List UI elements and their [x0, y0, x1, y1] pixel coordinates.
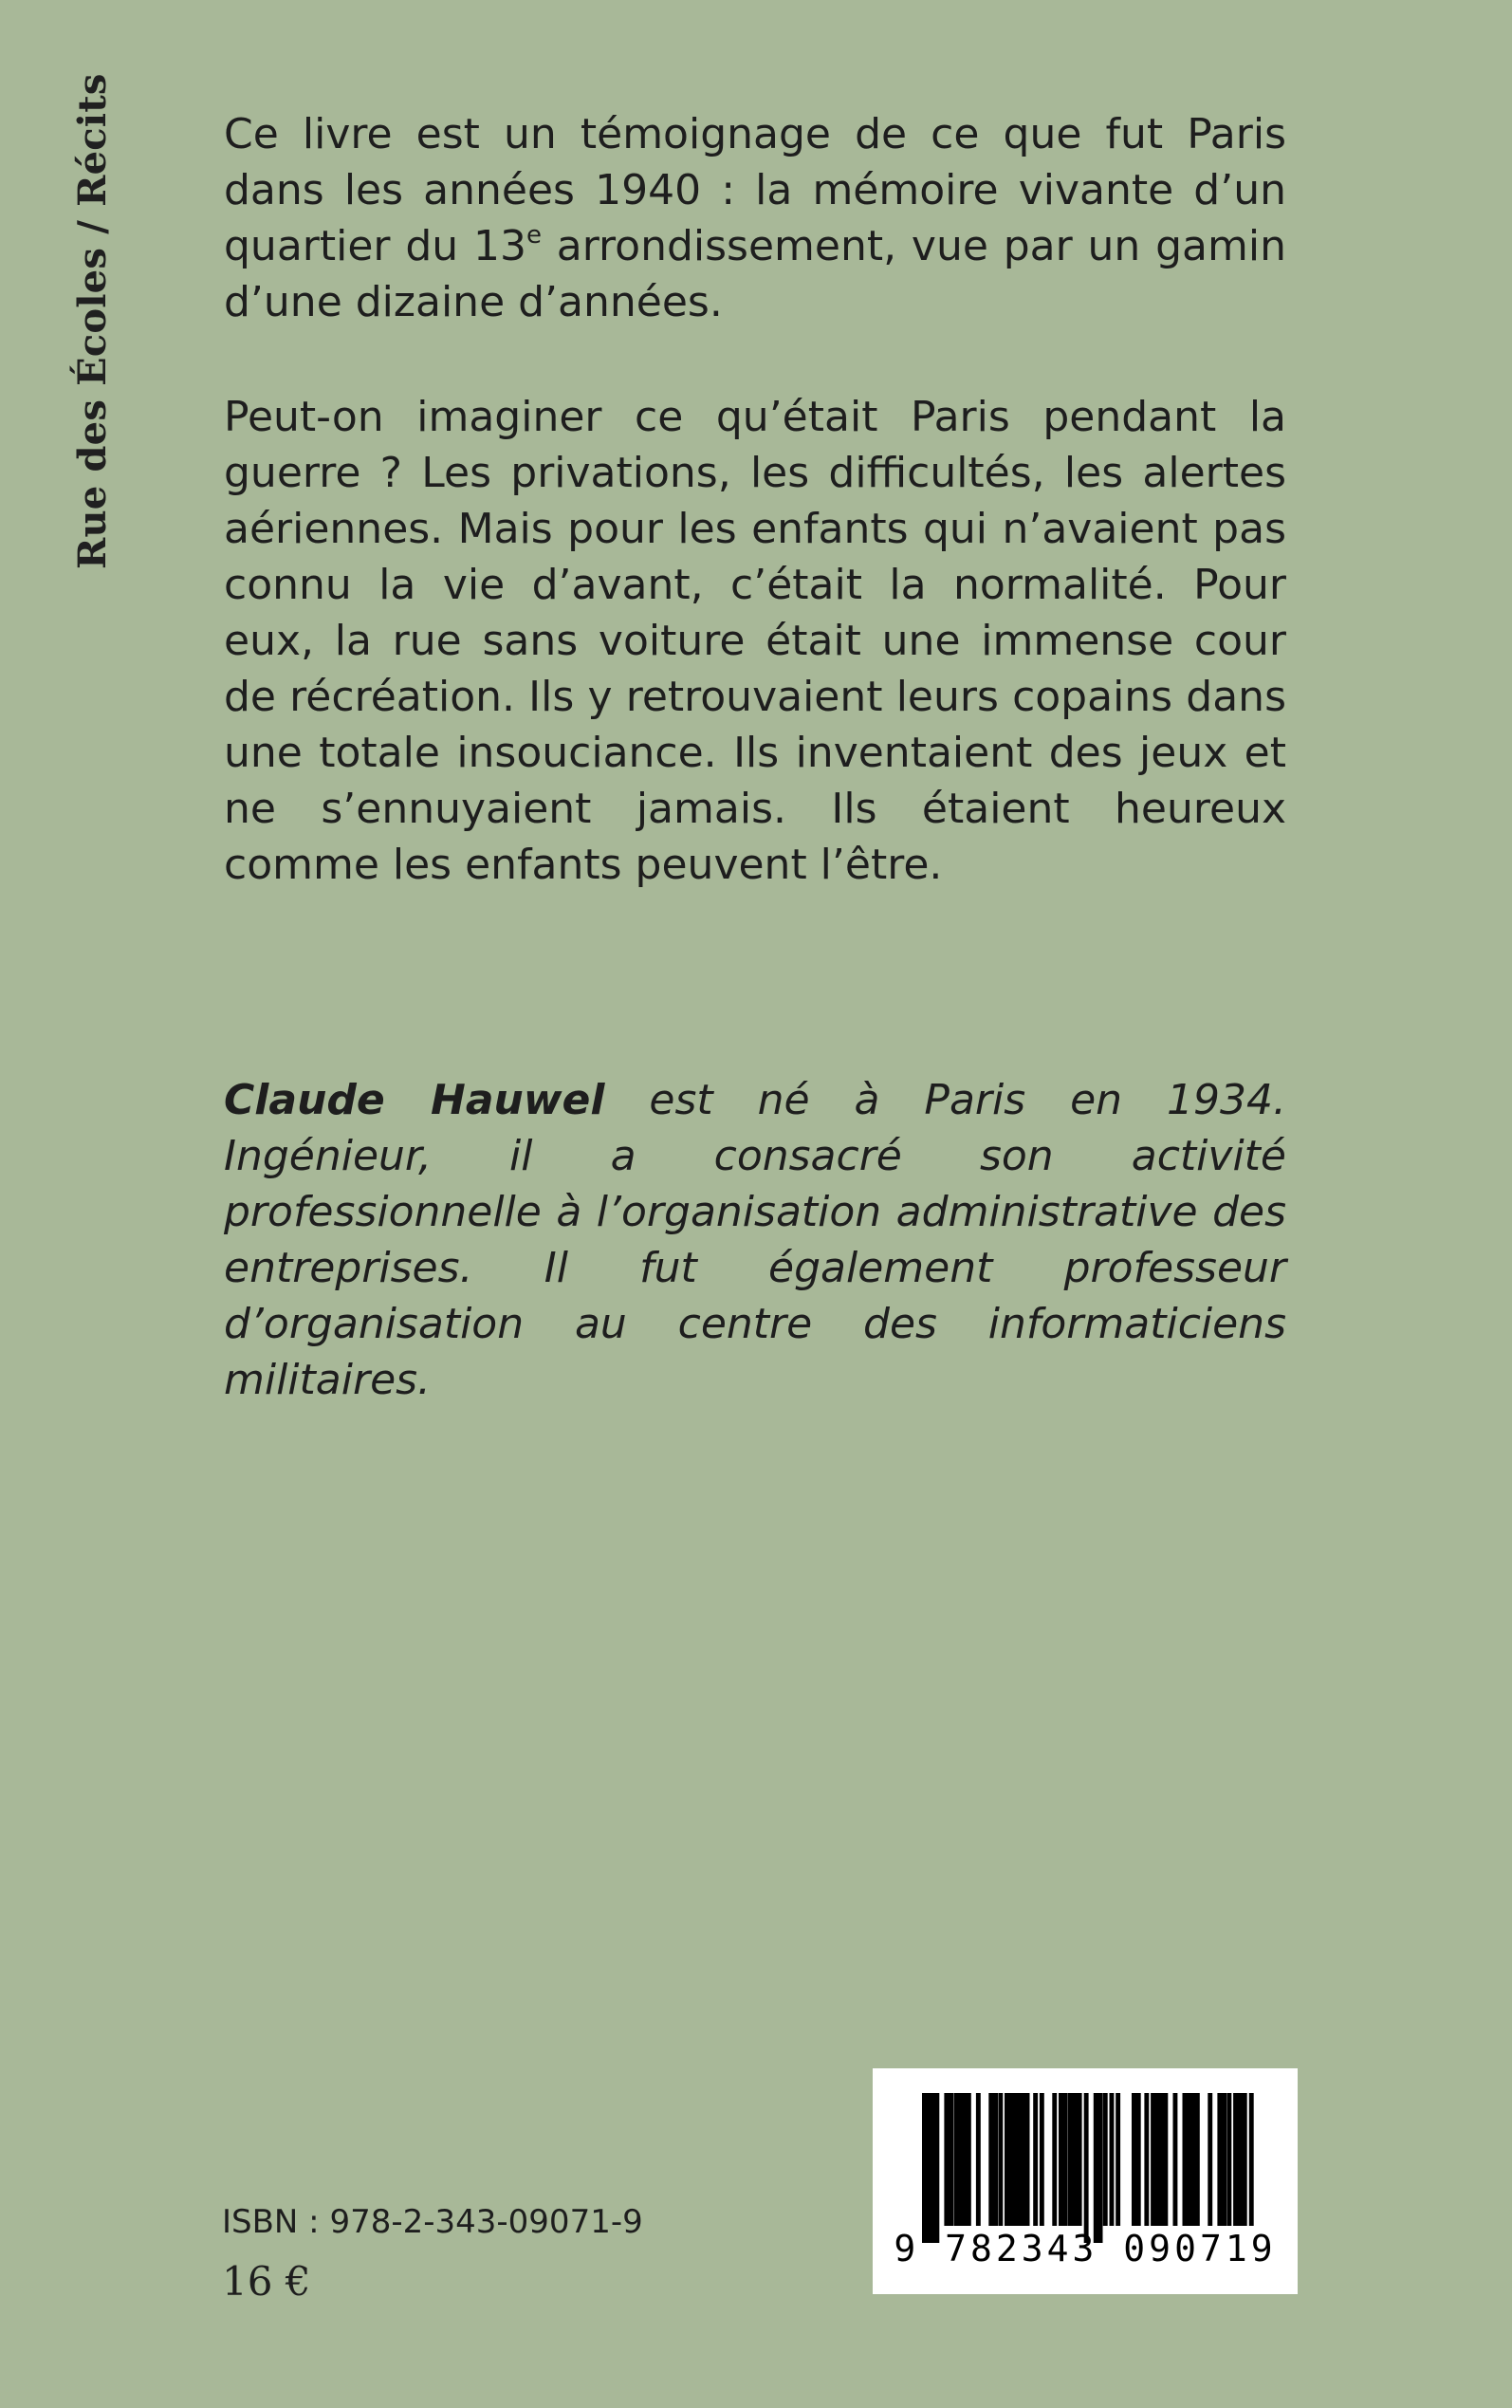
barcode-bar	[1021, 2093, 1030, 2226]
barcode-bar	[954, 2093, 968, 2226]
barcode-bar	[1233, 2093, 1247, 2226]
barcode-bar	[934, 2093, 939, 2243]
spine-title	[65, 73, 121, 569]
barcode-bar	[944, 2093, 953, 2226]
price: 16 €	[222, 2258, 311, 2305]
barcode-bar	[1033, 2093, 1038, 2226]
barcode-bar	[1005, 2093, 1023, 2226]
collection-name: Rue des Écoles	[70, 247, 115, 569]
barcode-bar	[1226, 2093, 1231, 2226]
barcode-bar	[1208, 2093, 1212, 2226]
barcode-bar	[1094, 2093, 1103, 2243]
barcode-bar	[1110, 2093, 1115, 2226]
barcode-bar	[1217, 2093, 1226, 2226]
barcode-bar	[1183, 2093, 1197, 2226]
barcode-bar	[1103, 2093, 1108, 2226]
barcode-digits: 9 782343 090719	[894, 2228, 1277, 2269]
isbn: ISBN : 978-2-343-09071-9	[222, 2203, 643, 2241]
barcode-bar	[1084, 2093, 1089, 2243]
blurb-paragraph-1	[224, 106, 1286, 330]
barcode-bar	[1249, 2093, 1254, 2226]
author-bio	[224, 1072, 1286, 1408]
barcode-bar	[1163, 2093, 1168, 2226]
author-bio-text: est né à Paris en 1934. Ingénieur, il a consacré son activité professionnelle à l’organisation administrative des entreprises. Il fut également professeur d’organisation au centre des informaticiens militaires.	[224, 1076, 1286, 1404]
series-name: Récits	[70, 73, 115, 207]
barcode-bar	[1195, 2093, 1200, 2226]
barcode-bar	[1144, 2093, 1149, 2226]
barcode-bar	[1059, 2093, 1068, 2226]
barcode-bar	[1068, 2093, 1082, 2226]
barcode-bar	[1173, 2093, 1178, 2226]
spine-separator: /	[70, 219, 115, 234]
barcode-bar	[967, 2093, 971, 2226]
barcode-bar	[1052, 2093, 1057, 2226]
barcode-bar	[998, 2093, 1003, 2226]
blurb-p1-text-b: arrondissement, vue par un gamin d’une dizaine d’années.	[224, 222, 1286, 326]
barcode	[873, 2068, 1298, 2294]
barcode-bar	[988, 2093, 998, 2226]
barcode-bar	[1040, 2093, 1044, 2226]
author-name: Claude Hauwel	[224, 1076, 605, 1124]
barcode-bar	[976, 2093, 981, 2226]
barcode-bar	[1151, 2093, 1165, 2226]
barcode-bar	[1132, 2093, 1141, 2226]
blurb-paragraph-2: Peut-on imaginer ce qu’était Paris pendant la guerre ? Les privations, les difficultés, les alertes aériennes. Mais pour les enfants qui n’avaient pas connu la vie d’avant, c’était la normalité. Pour eux, la rue sans voiture était une immense cour de récréation. Ils y retrouvaient leurs copains dans une totale insouciance. Ils inventaient des jeux et ne s’ennuyaient jamais. Ils étaient heureux comme les enfants peuvent l’être.	[224, 393, 1286, 889]
barcode-bar	[1116, 2093, 1120, 2226]
blurb-p1-text-a: Ce livre est un témoignage de ce que fut Paris dans les années 1940 : la mémoire vivante d’un quartier du 13	[224, 110, 1286, 270]
blurb-p1-superscript: e	[526, 221, 542, 250]
barcode-bar	[922, 2093, 936, 2243]
